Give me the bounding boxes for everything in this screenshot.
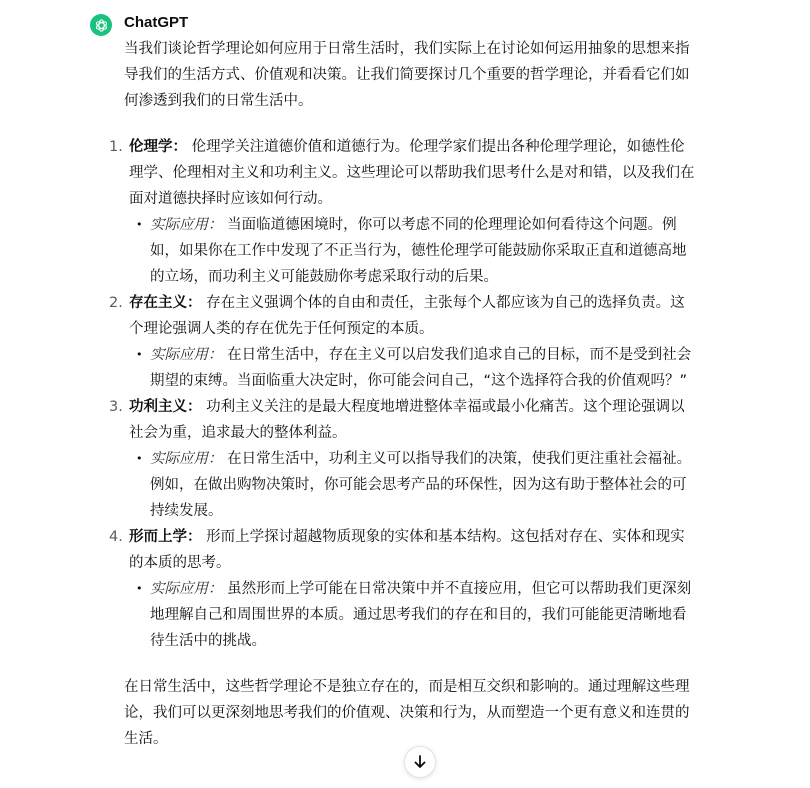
bullet-icon: • xyxy=(136,582,143,595)
avatar xyxy=(90,14,112,36)
scroll-to-bottom-button[interactable] xyxy=(404,746,436,778)
list-item xyxy=(109,394,698,524)
application-item xyxy=(136,576,698,654)
application-text: 在日常生活中，功利主义可以指导我们的决策，使我们更注重社会福祉。例如，在做出购物决策时，你可能会思考产品的环保性，因为这有助于整体社会的可持续发展。 xyxy=(150,451,692,519)
theory-term: 功利主义： xyxy=(129,399,202,415)
application-text: 在日常生活中，存在主义可以启发我们追求自己的目标，而不是受到社会期望的束缚。当面临重大决定时，你可能会问自己，“这个选择符合我的价值观吗？” xyxy=(150,347,692,389)
theory-list xyxy=(109,134,698,654)
application-label: 实际应用： xyxy=(150,347,223,363)
openai-logo-icon xyxy=(94,18,109,33)
message-content xyxy=(109,36,698,752)
theory-description: 存在主义强调个体的自由和责任，主张每个人都应该为自己的选择负责。这个理论强调人类的存在优先于任何预定的本质。 xyxy=(129,295,685,337)
list-item xyxy=(109,290,698,394)
theory-description: 形而上学探讨超越物质现象的实体和基本结构。这包括对存在、实体和现实的本质的思考。 xyxy=(129,529,685,571)
application-text: 当面临道德困境时，你可以考虑不同的伦理理论如何看待这个问题。例如，如果你在工作中发现了不正当行为，德性伦理学可能鼓励你采取正直和道德高地的立场，而功利主义可能鼓励你考虑采取行动的后果。 xyxy=(150,217,687,285)
application-item xyxy=(136,212,698,290)
theory-term: 存在主义： xyxy=(129,295,202,311)
message-author: ChatGPT xyxy=(124,14,189,31)
application-text: 虽然形而上学可能在日常决策中并不直接应用，但它可以帮助我们更深刻地理解自己和周围世界的本质。通过思考我们的存在和目的，我们可能能更清晰地看待生活中的挑战。 xyxy=(150,581,692,649)
application-list xyxy=(129,342,698,394)
bullet-icon: • xyxy=(136,218,143,231)
application-label: 实际应用： xyxy=(150,451,223,467)
bullet-icon: • xyxy=(136,348,143,361)
application-label: 实际应用： xyxy=(150,217,223,233)
intro-paragraph: 当我们谈论哲学理论如何应用于日常生活时，我们实际上在讨论如何运用抽象的思想来指导我们的生活方式、价值观和决策。让我们简要探讨几个重要的哲学理论，并看看它们如何渗透到我们的日常生活中。 xyxy=(124,41,690,109)
list-number: 3. xyxy=(109,399,123,415)
list-number: 2. xyxy=(109,295,123,311)
list-number: 1. xyxy=(109,139,123,155)
application-list xyxy=(129,576,698,654)
list-number: 4. xyxy=(109,529,123,545)
list-item xyxy=(109,524,698,654)
bullet-icon: • xyxy=(136,452,143,465)
application-list xyxy=(129,446,698,524)
theory-term: 形而上学： xyxy=(129,529,202,545)
theory-term: 伦理学： xyxy=(129,139,187,155)
application-item xyxy=(136,342,698,394)
application-item xyxy=(136,446,698,524)
application-list xyxy=(129,212,698,290)
theory-description: 伦理学关注道德价值和道德行为。伦理学家们提出各种伦理学理论，如德性伦理学、伦理相对主义和功利主义。这些理论可以帮助我们思考什么是对和错，以及我们在面对道德抉择时应该如何行动。 xyxy=(129,139,695,207)
arrow-down-icon xyxy=(412,754,428,770)
application-label: 实际应用： xyxy=(150,581,223,597)
theory-description: 功利主义关注的是最大程度地增进整体幸福或最小化痛苦。这个理论强调以社会为重，追求最大的整体利益。 xyxy=(129,399,685,441)
outro-paragraph: 在日常生活中，这些哲学理论不是独立存在的，而是相互交织和影响的。通过理解这些理论，我们可以更深刻地思考我们的价值观、决策和行为，从而塑造一个更有意义和连贯的生活。 xyxy=(124,679,690,747)
list-item xyxy=(109,134,698,290)
